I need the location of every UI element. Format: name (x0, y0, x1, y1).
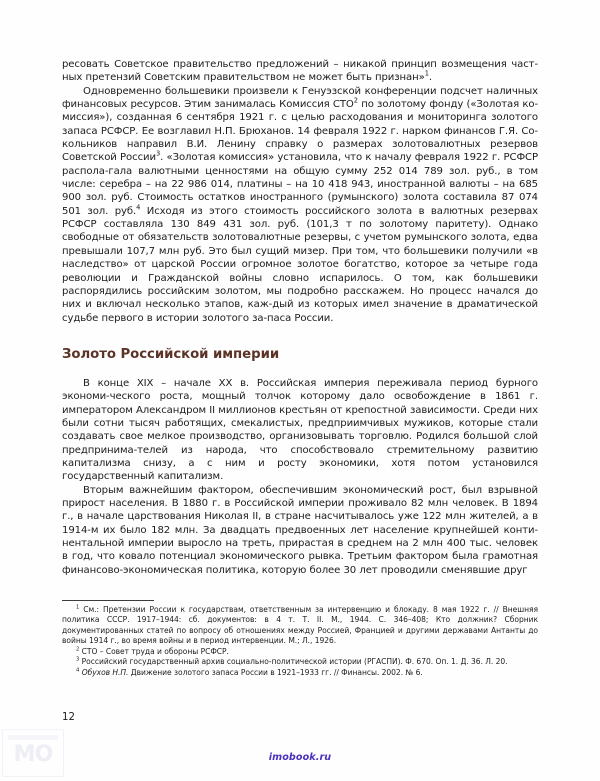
body-paragraph: В конце XIX – начале XX в. Российская империя переживала период бурного экономи-ческого роста, мощный толчок которому дало освобождение в 1861 г. императором Александром II миллионов крестьян от крепостной зависимости. Среди них были сотни тысяч работящих, смекалистых, предприимчивых мужиков, которые стали создавать свое мелкое производство, организовывать торговлю. Родился большой слой предпринима-телей из народа, что способствовало стремительному развитию капитализма снизу, а с ним и росту экономики, хотя потом установился государственный капитализм. (62, 377, 538, 483)
page-number: 12 (62, 712, 75, 723)
body-paragraph-group (62, 58, 538, 325)
footnote-block (62, 600, 538, 678)
footnote-marker: 3 (76, 656, 80, 663)
footnote-list (62, 605, 538, 678)
spacer-before-heading (62, 325, 538, 347)
footnote-marker: 3 (155, 150, 161, 159)
italic-run: Обухов Н.П. (81, 667, 129, 677)
section-paragraph-group (62, 377, 538, 577)
footnote-item: $^4$ Обухов Н.П. Движение золотого запаса России в 1921–1933 гг. // Финансы. 2002. № 6. (76, 667, 423, 677)
body-paragraph: Одновременно большевики произвели к Генуэзской конференции подсчет наличных финансовых ресурсов. Этим занималась Комиссия СТО$^2$ по золотому фонду («Золотая ко-миссия»), созданная 6 сентября 1921 г. с целью расходования и мониторинга золотого запаса РСФСР. Ее возглавил Н.П. Брюханов. 14 февраля 1922 г. нарком финансов Г.Я. Со-кольников направил В.И. Ленину справку о размерах золотовалютных резервов Советской России$^3$. «Золотая комиссия» установила, что к началу февраля 1922 г. РСФСР распола-гала валютными ценностями на общую сумму 252 014 789 зол. руб., в том числе: серебра – на 22 986 014, платины – на 10 418 943, иностранной валюты – на 685 900 зол. руб. Стоимость остатков иностранного (румынского) золота составила 87 074 501 зол. руб.$^4$ Исходя из этого стоимость российского золота в валютных резервах РСФСР составляла 130 849 431 зол. руб. (101,3 т по золотому паритету). Однако свободные от обязательств золотовалютные резервы, с учетом румынского золота, едва превышали 107,7 млн руб. Это был сущий мизер. При том, что большевики получили «в наследство» от царской России огромное золотое богатство, которое за четыре года революции и Гражданской войны словно испарилось. О том, как большевики распорядились российским золотом, мы подробно расскажем. Но процесс начался до них и включал несколько этапов, каж-дый из которых имел значение в драматической судьбе первого в истории золотого за-паса России. (62, 85, 538, 324)
body-paragraph: Вторым важнейшим фактором, обеспечившим экономический рост, был взрывной прирост населения. В 1880 г. в Российской империи проживало 82 млн человек. В 1894 г., в начале царствования Николая II, в стране насчитывалось уже 122 млн жителей, а в 1914-м их было 182 млн. За двадцать предвоенных лет население крупнейшей конти-нентальной империи выросло на треть, прирастая в среднем на 2 млн 400 тыс. человек в год, что ковало потенциал экономического рывка. Третьим фактором была грамотная финансово-экономическая политика, которую более 30 лет проводили сменявшие друг (62, 484, 538, 576)
spacer-after-heading (62, 363, 538, 377)
watermark-bar (8, 735, 58, 740)
main-text-column (62, 58, 538, 577)
footnote-marker: 1 (76, 604, 80, 611)
footnote-marker: 2 (76, 646, 80, 653)
footnote-item: $^2$ СТО – Совет труда и обороны РСФСР. (76, 646, 229, 656)
footnote-marker: 2 (353, 96, 358, 105)
footnote-marker: 1 (424, 69, 429, 78)
footnote-marker: 4 (76, 667, 80, 674)
footnote-item: $^1$ См.: Претензии России к государствам, ответственным за интервенцию и блокаду. 8 мая 1922 г. // Внешняя политика СССР. 1917–1944: сб. документов: в 4 т. Т. II. М., 1944. С. 346–408; Кто должник? Сборник документированных статей по вопросу об отношениях между Россией, Францией и другими державами Антанты до войны 1914 г., во время войны и в период интервенции. М.; Л., 1926. (62, 604, 538, 646)
footnote-marker: 4 (136, 203, 141, 212)
corner-watermark-logo (2, 729, 64, 777)
body-paragraph: ресовать Советское правительство предложений – никакой принцип возмещения част-ных претензий Советским правительством не может быть признан»$^1$. (62, 59, 538, 84)
footer-site-url: imobook.ru (268, 752, 332, 763)
section-heading: Золото Российской империи (62, 346, 280, 362)
watermark-mark-text: MO (13, 742, 53, 767)
footnote-separator-rule (62, 600, 154, 601)
footnote-item: $^3$ Российский государственный архив социально-политической истории (РГАСПИ). Ф. 670. Оп. 1. Д. 36. Л. 20. (76, 656, 508, 667)
